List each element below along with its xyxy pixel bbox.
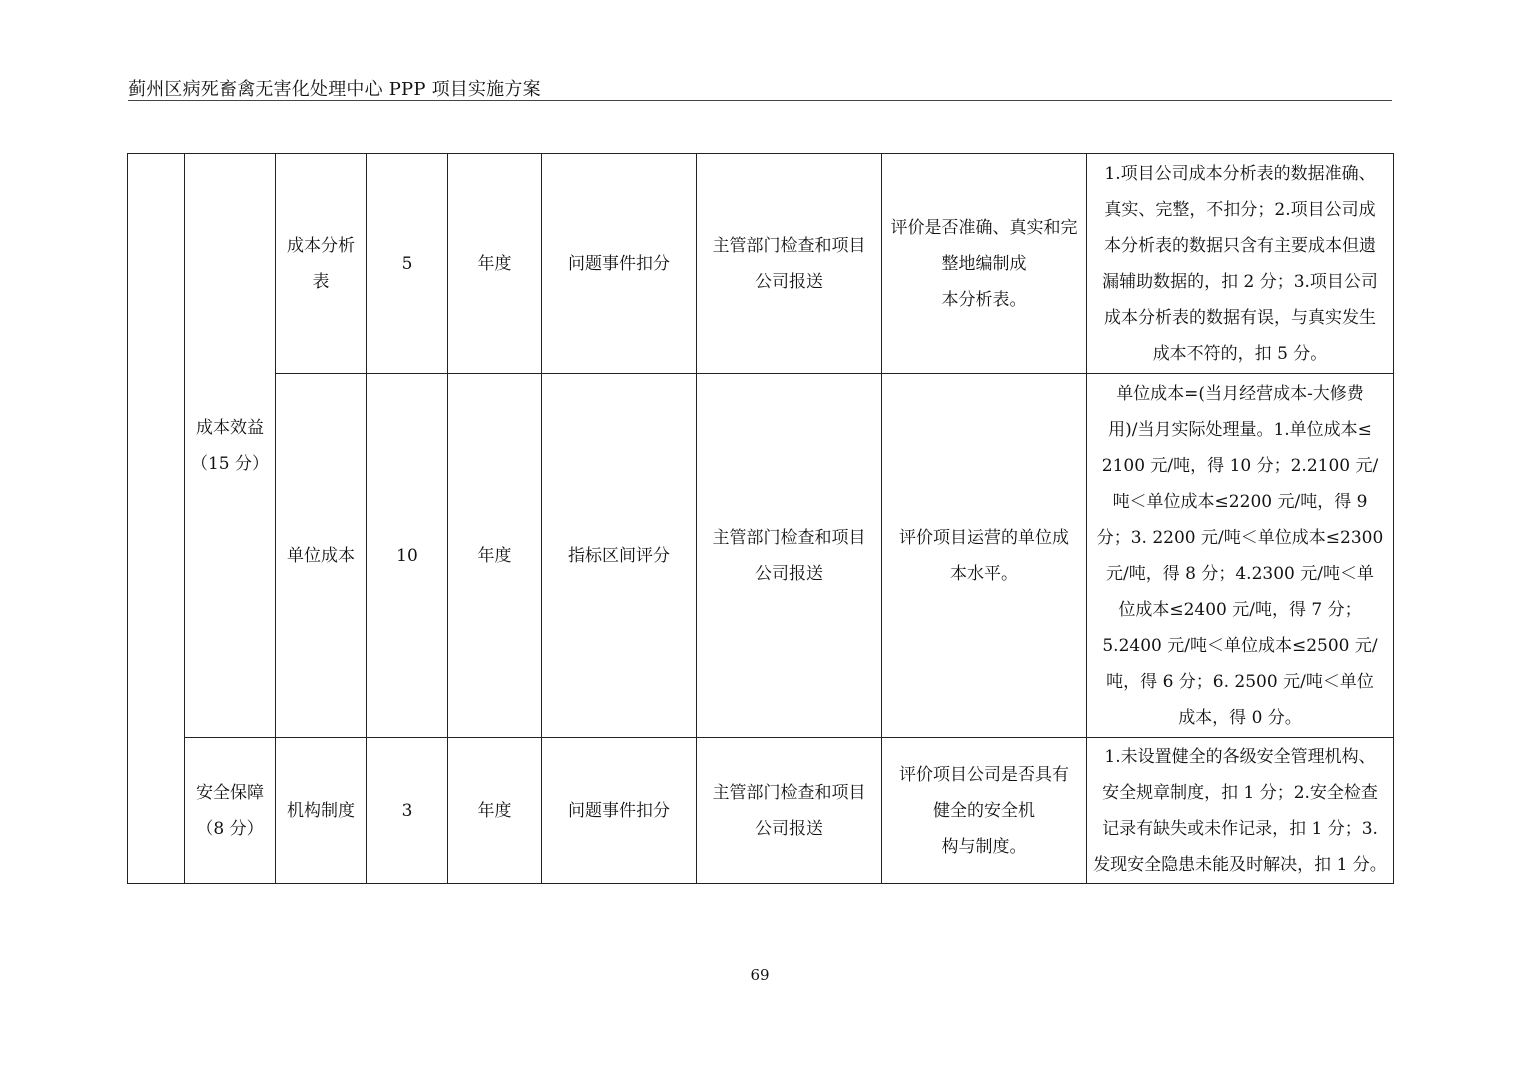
standard-line: 1.未设置健全的各级安全管理机构、 bbox=[1104, 746, 1376, 767]
description-line: 评价项目公司是否具有 bbox=[899, 764, 1069, 785]
first-column-cell bbox=[128, 154, 185, 884]
standard-line: 单位成本=(当月经营成本-大修费 bbox=[1116, 383, 1364, 404]
description-line: 构与制度。 bbox=[941, 836, 1027, 857]
description-line: 整地编制成 bbox=[941, 253, 1027, 274]
scoring-standard-cell bbox=[1087, 374, 1394, 738]
document-header-title: 蓟州区病死畜禽无害化处理中心 PPP 项目实施方案 bbox=[128, 79, 541, 100]
standard-line: 分；3. 2200 元/吨＜单位成本≤2300 bbox=[1096, 527, 1384, 548]
standard-line: 2100 元/吨，得 10 分；2.2100 元/ bbox=[1101, 455, 1379, 476]
source-cell bbox=[697, 374, 882, 738]
category-line: （15 分） bbox=[190, 453, 270, 474]
indicator-line: 表 bbox=[312, 271, 330, 292]
source-line: 公司报送 bbox=[755, 271, 823, 292]
indicator-cell bbox=[276, 374, 367, 738]
table-row bbox=[128, 374, 1394, 738]
source-cell bbox=[697, 738, 882, 884]
standard-line: 成本分析表的数据有误，与真实发生 bbox=[1104, 307, 1376, 328]
table-row bbox=[128, 738, 1394, 884]
description-cell bbox=[882, 154, 1087, 374]
standard-line: 发现安全隐患未能及时解决，扣 1 分。 bbox=[1093, 854, 1387, 875]
indicator-line: 单位成本 bbox=[287, 545, 355, 566]
category-cell bbox=[185, 738, 276, 884]
source-line: 公司报送 bbox=[755, 563, 823, 584]
description-line: 本水平。 bbox=[950, 563, 1018, 584]
evaluation-table bbox=[127, 153, 1394, 884]
description-cell bbox=[882, 738, 1087, 884]
method-cell: 问题事件扣分 bbox=[542, 154, 697, 374]
method-cell: 指标区间评分 bbox=[542, 374, 697, 738]
standard-line: 记录有缺失或未作记录，扣 1 分；3. bbox=[1102, 818, 1378, 839]
period-cell: 年度 bbox=[448, 738, 542, 884]
indicator-cell bbox=[276, 154, 367, 374]
description-line: 评价是否准确、真实和完 bbox=[890, 217, 1078, 238]
page-number: 69 bbox=[750, 966, 770, 984]
standard-line: 成本不符的，扣 5 分。 bbox=[1152, 343, 1328, 364]
weight-cell: 3 bbox=[367, 738, 448, 884]
source-cell bbox=[697, 154, 882, 374]
standard-line: 吨，得 6 分；6. 2500 元/吨＜单位 bbox=[1106, 671, 1374, 692]
standard-line: 1.项目公司成本分析表的数据准确、 bbox=[1104, 163, 1376, 184]
standard-line: 真实、完整，不扣分；2.项目公司成 bbox=[1104, 199, 1376, 220]
period-cell: 年度 bbox=[448, 154, 542, 374]
indicator-cell bbox=[276, 738, 367, 884]
standard-line: 漏辅助数据的，扣 2 分；3.项目公司 bbox=[1102, 271, 1378, 292]
standard-line: 用)/当月实际处理量。1.单位成本≤ bbox=[1108, 419, 1372, 440]
category-line: 安全保障 bbox=[196, 782, 264, 803]
indicator-line: 成本分析 bbox=[287, 235, 355, 256]
standard-line: 位成本≤2400 元/吨，得 7 分； bbox=[1118, 599, 1362, 620]
method-cell: 问题事件扣分 bbox=[542, 738, 697, 884]
weight-cell: 10 bbox=[367, 374, 448, 738]
category-line: 成本效益 bbox=[196, 417, 264, 438]
header-rule bbox=[128, 100, 1392, 101]
description-cell bbox=[882, 374, 1087, 738]
description-line: 评价项目运营的单位成 bbox=[899, 527, 1069, 548]
standard-line: 成本，得 0 分。 bbox=[1178, 707, 1302, 728]
category-cell bbox=[185, 154, 276, 738]
indicator-line: 机构制度 bbox=[287, 800, 355, 821]
standard-line: 元/吨，得 8 分；4.2300 元/吨＜单 bbox=[1106, 563, 1374, 584]
standard-line: 吨＜单位成本≤2200 元/吨，得 9 bbox=[1112, 491, 1368, 512]
source-line: 公司报送 bbox=[755, 818, 823, 839]
source-line: 主管部门检查和项目 bbox=[712, 235, 866, 256]
scoring-standard-cell bbox=[1087, 738, 1394, 884]
scoring-standard-cell bbox=[1087, 154, 1394, 374]
description-line: 本分析表。 bbox=[941, 289, 1027, 310]
standard-line: 5.2400 元/吨＜单位成本≤2500 元/ bbox=[1102, 635, 1378, 656]
period-cell: 年度 bbox=[448, 374, 542, 738]
description-line: 健全的安全机 bbox=[933, 800, 1035, 821]
source-line: 主管部门检查和项目 bbox=[712, 782, 866, 803]
standard-line: 本分析表的数据只含有主要成本但遗 bbox=[1104, 235, 1376, 256]
table-row bbox=[128, 154, 1394, 374]
source-line: 主管部门检查和项目 bbox=[712, 527, 866, 548]
weight-cell: 5 bbox=[367, 154, 448, 374]
category-line: （8 分） bbox=[196, 818, 264, 839]
standard-line: 安全规章制度，扣 1 分；2.安全检查 bbox=[1102, 782, 1378, 803]
